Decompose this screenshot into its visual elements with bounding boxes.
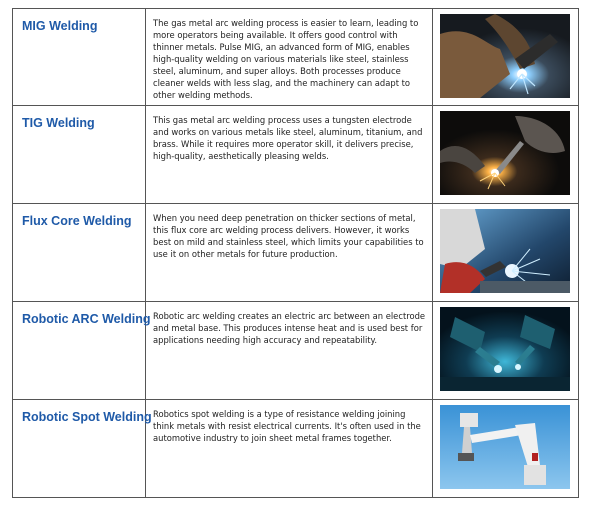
table-row	[13, 204, 579, 302]
image-cell	[433, 400, 579, 498]
welding-types-table	[12, 8, 579, 498]
name-cell	[13, 9, 146, 106]
process-name: Flux Core Welding	[22, 214, 132, 228]
mig-welding-photo	[440, 14, 570, 98]
table-row	[13, 302, 579, 400]
process-name: Robotic ARC Welding	[22, 312, 151, 326]
table-row	[13, 400, 579, 498]
process-name: Robotic Spot Welding	[22, 410, 152, 424]
image-cell	[433, 9, 579, 106]
name-cell	[13, 302, 151, 400]
process-description: When you need deep penetration on thicker sections of metal, this flux core arc welding process delivers. However, it works best on mild and stainless steel, which limits your capabilities to use it on other metals for future production.	[153, 213, 424, 259]
table-row	[13, 9, 579, 106]
robotic-arc-welding-photo	[440, 307, 570, 391]
description-cell	[146, 204, 433, 302]
name-cell	[13, 400, 152, 498]
process-description: Robotic arc welding creates an electric arc between an electrode and metal base. This produces intense heat and is used best for applications needing high accuracy and repeatability.	[153, 311, 426, 345]
description-cell	[146, 302, 433, 400]
process-name: TIG Welding	[22, 116, 95, 130]
image-cell	[433, 204, 579, 302]
process-description: Robotics spot welding is a type of resistance welding joining think metals with resist electrical currents. It's often used in the automotive industry to join sheet metal frames together.	[153, 409, 421, 443]
table-row	[13, 106, 579, 204]
name-cell	[13, 106, 146, 204]
process-description: This gas metal arc welding process uses a tungsten electrode and works on various metals like steel, aluminum, titanium, and brass. While it requires more operator skill, it delivers precise, high-quality, aesthetically pleasing welds.	[153, 115, 423, 161]
process-name: MIG Welding	[22, 19, 98, 33]
image-cell	[433, 106, 579, 204]
robotic-spot-welding-photo	[440, 405, 570, 489]
image-cell	[433, 302, 579, 400]
description-cell	[146, 9, 433, 106]
name-cell	[13, 204, 146, 302]
process-description: The gas metal arc welding process is easier to learn, leading to more operators being available. It offers good control with thinner metals. Pulse MIG, an advanced form of MIG, enables high-quality welding on various materials like steel, stainless steel, aluminum, and super alloys. Both processes produce cleaner welds with less slag, and the machinery can adapt to other welding methods.	[153, 18, 419, 100]
description-cell	[146, 106, 433, 204]
tig-welding-photo	[440, 111, 570, 195]
flux-core-welding-photo	[440, 209, 570, 293]
description-cell	[146, 400, 433, 498]
